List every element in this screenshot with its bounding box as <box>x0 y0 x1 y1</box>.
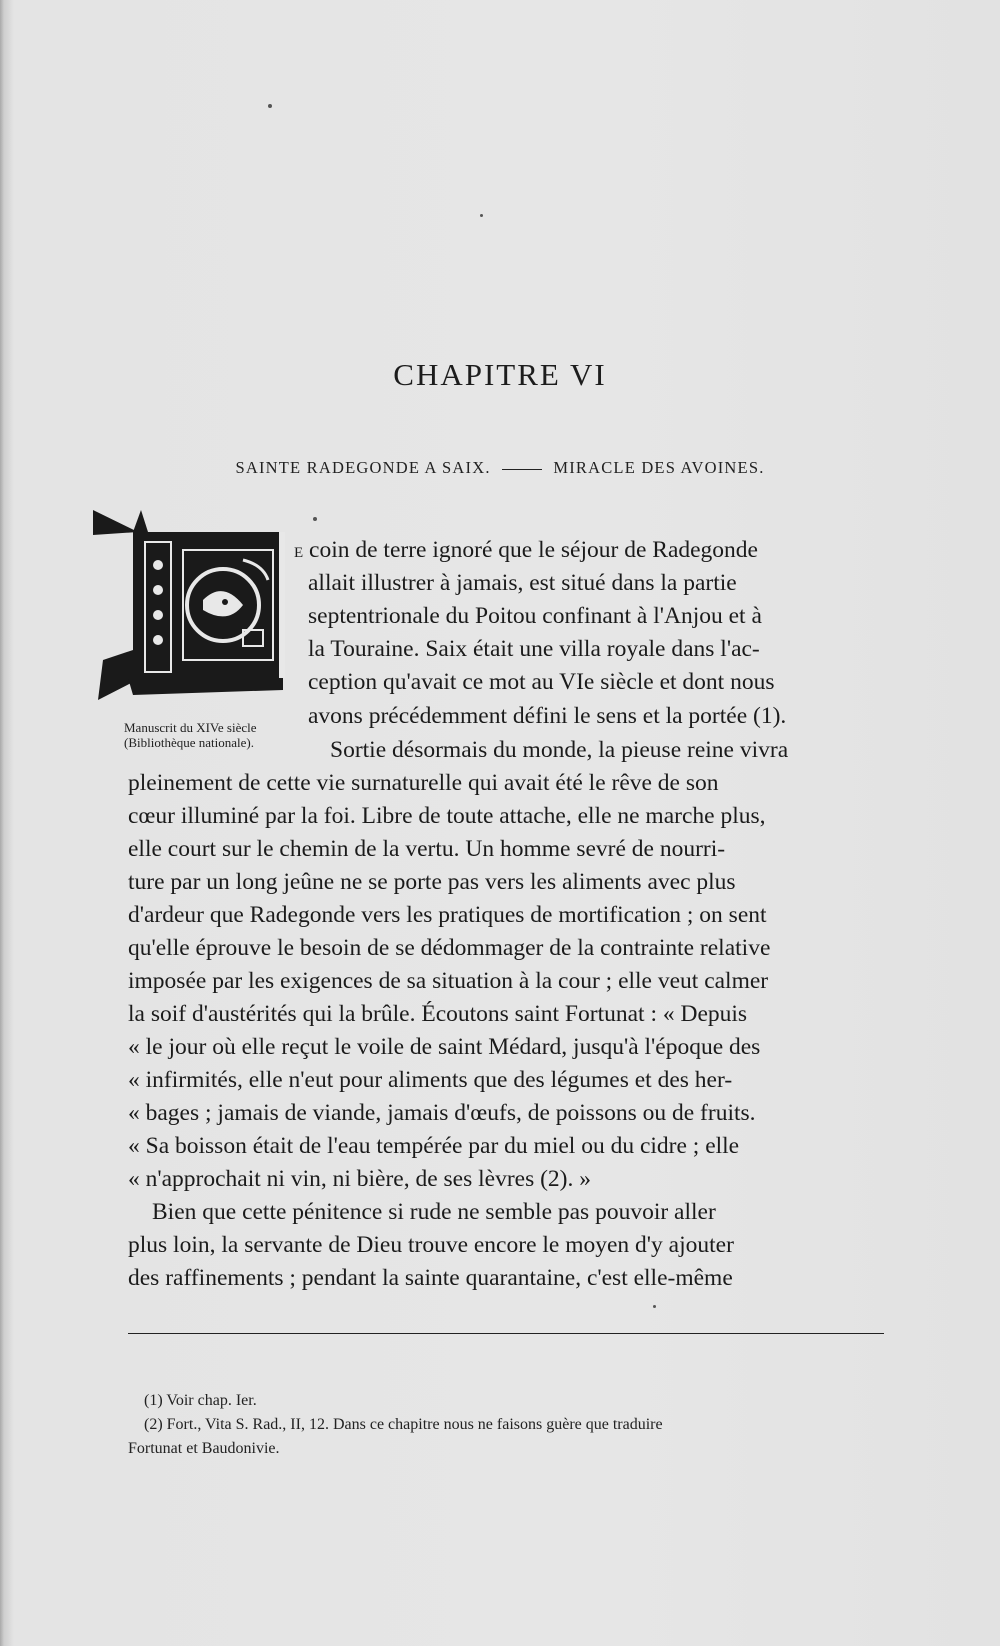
footnote-divider <box>128 1333 884 1334</box>
initial-caption: Manuscrit du XIVe siècle (Bibliothèque nationale). <box>124 720 257 750</box>
body-line-5: ception qu'avait ce mot au VIe siècle et dont nous <box>308 669 775 695</box>
body-line-2: allait illustrer à jamais, est situé dans la partie <box>308 570 737 596</box>
body-line-3: septentrionale du Poitou confinant à l'Anjou et à <box>308 603 762 629</box>
subtitle-part-2: MIRACLE DES AVOINES. <box>553 458 765 477</box>
body-line-21: Bien que cette pénitence si rude ne semble pas pouvoir aller <box>152 1199 716 1225</box>
body-line-6: avons précédemment défini le sens et la portée (1). <box>308 703 787 729</box>
body-line-11: ture par un long jeûne ne se porte pas vers les aliments avec plus <box>128 869 736 895</box>
initial-letter-rest: E <box>294 545 304 561</box>
body-line-16: « le jour où elle reçut le voile de saint Médard, jusqu'à l'époque des <box>128 1034 761 1060</box>
paper-speck <box>653 1305 656 1308</box>
body-line-20: « n'approchait ni vin, ni bière, de ses lèvres (2). » <box>128 1166 592 1192</box>
body-line-4: la Touraine. Saix était une villa royale dans l'ac- <box>308 636 760 662</box>
subtitle-part-1: SAINTE RADEGONDE A SAIX. <box>235 458 491 477</box>
paper-speck <box>268 104 272 108</box>
body-line-18: « bages ; jamais de viande, jamais d'œufs, de poissons ou de fruits. <box>128 1100 756 1126</box>
body-line-15: la soif d'austérités qui la brûle. Écoutons saint Fortunat : « Depuis <box>128 1001 748 1027</box>
paper-speck <box>313 517 317 521</box>
chapter-title: CHAPITRE VI <box>393 357 607 392</box>
chapter-subtitle <box>0 458 1000 478</box>
body-line-8: pleinement de cette vie surnaturelle qui avait été le rêve de son <box>128 770 719 796</box>
body-line-23: des raffinements ; pendant la sainte quarantaine, c'est elle-même <box>128 1265 733 1291</box>
body-line-9: cœur illuminé par la foi. Libre de toute attache, elle ne marche plus, <box>128 803 766 829</box>
body-line-14: imposée par les exigences de sa situation à la cour ; elle veut calmer <box>128 968 769 994</box>
footnote-2-continued: Fortunat et Baudonivie. <box>128 1440 280 1457</box>
body-line-10: elle court sur le chemin de la vertu. Un homme sevré de nourri- <box>128 836 726 862</box>
body-line-12: d'ardeur que Radegonde vers les pratiques de mortification ; on sent <box>128 902 767 928</box>
body-line-22: plus loin, la servante de Dieu trouve encore le moyen d'y ajouter <box>128 1232 734 1258</box>
footnote-2: (2) Fort., Vita S. Rad., II, 12. Dans ce chapitre nous ne faisons guère que traduire <box>144 1416 663 1433</box>
body-line-13: qu'elle éprouve le besoin de se dédommager de la contrainte relative <box>128 935 771 961</box>
illuminated-initial-L <box>93 510 293 725</box>
paper-speck <box>480 214 483 217</box>
body-line-7: Sortie désormais du monde, la pieuse reine vivra <box>330 737 789 763</box>
body-line-1: E coin de terre ignoré que le séjour de Radegonde <box>294 537 758 563</box>
footnote-1: (1) Voir chap. Ier. <box>144 1392 257 1409</box>
body-line-17: « infirmités, elle n'eut pour aliments que des légumes et des her- <box>128 1067 733 1093</box>
subtitle-dash <box>502 469 542 470</box>
body-line-19: « Sa boisson était de l'eau tempérée par du miel ou du cidre ; elle <box>128 1133 740 1159</box>
